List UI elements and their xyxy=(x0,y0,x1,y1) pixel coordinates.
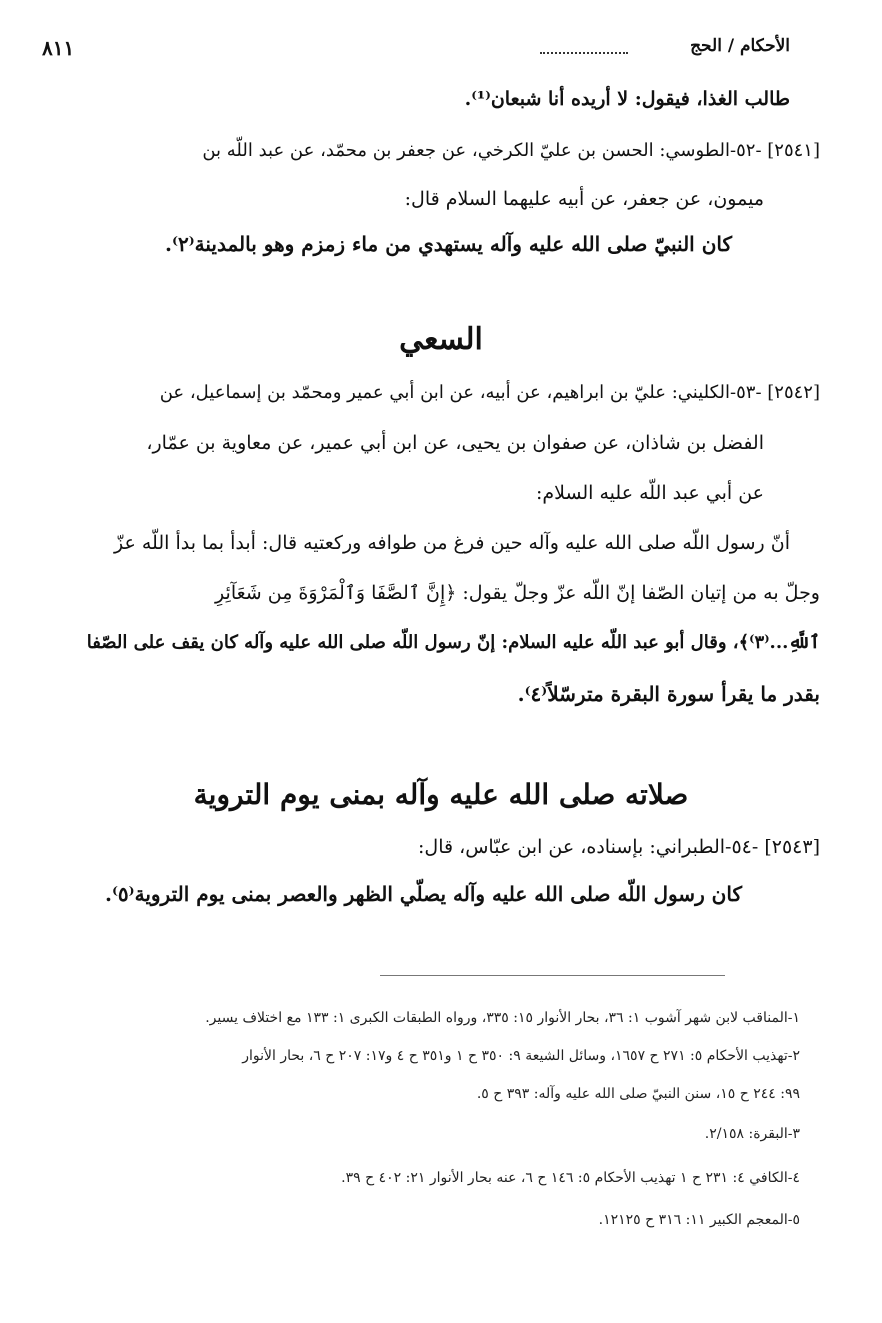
hadith-2543-line-2: كان رسول اللّه صلى الله عليه وآله يصلّي الظهر والعصر بمنى يوم التروية⁽٥⁾. xyxy=(104,882,742,906)
hadith-2541-line-3: كان النبيّ صلى الله عليه وآله يستهدي من ماء زمزم وهو بالمدينة⁽٢⁾. xyxy=(165,232,732,256)
header-dot-leader xyxy=(540,52,628,54)
hadith-2542-line-3: عن أبي عبد اللّه عليه السلام: xyxy=(535,482,764,504)
hadith-2543-line-1: [٢٥٤٣] -٥٤-الطبراني: بإسناده، عن ابن عبّاس، قال: xyxy=(417,836,820,858)
hadith-2541-line-1: [٢٥٤١] -٥٢-الطوسي: الحسن بن عليّ الكرخي، عن جعفر بن محمّد، عن عبد اللّه بن xyxy=(202,140,820,161)
hadith-2542-line-5: وجلّ به من إتيان الصّفا إنّ اللّه عزّ وجلّ يقول: ﴿إِنَّ ٱلصَّفَا وَٱلْمَرْوَةَ مِن شَعَآئِرِ xyxy=(215,582,820,604)
footnote-5: ٥-المعجم الكبير ١١: ٣١٦ ح ١٢١٢٥. xyxy=(598,1212,800,1228)
hadith-2542-line-4: أنّ رسول اللّه صلى الله عليه وآله حين فرغ من طوافه وركعتيه قال: أبدأ بما بدأ اللّه عزّ xyxy=(114,532,790,554)
page-number: ٨١١ xyxy=(42,36,75,60)
footnote-4: ٤-الكافي ٤: ٢٣١ ح ١ تهذيب الأحكام ٥: ١٤٦ ح ٦، عنه بحار الأنوار ٢١: ٤٠٢ ح ٣٩. xyxy=(341,1170,800,1186)
hadith-2542-line-1: [٢٥٤٢] -٥٣-الكليني: عليّ بن ابراهيم، عن أبيه، عن ابن أبي عمير ومحمّد بن إسماعيل، عن xyxy=(159,382,820,403)
hadith-2542-line-2: الفضل بن شاذان، عن صفوان بن يحيى، عن ابن أبي عمير، عن معاوية بن عمّار، xyxy=(146,432,764,454)
hadith-2541-line-2: ميمون، عن جعفر، عن أبيه عليهما السلام قال: xyxy=(404,188,764,210)
running-head: الأحكام / الحج xyxy=(690,36,790,56)
footnote-3: ٣-البقرة: ٢/١٥٨. xyxy=(704,1126,800,1142)
section-title-sai: السعي xyxy=(399,322,483,357)
continuation-text: طالب الغذا، فيقول: لا أريده أنا شبعان⁽¹⁾. xyxy=(464,88,790,110)
footnote-2-line-2: ٩٩: ٢٤٤ ح ١٥، سنن النبيّ صلى الله عليه وآله: ٣٩٣ ح ٥. xyxy=(476,1086,800,1102)
footnote-divider xyxy=(380,975,725,976)
section-title-mina: صلاته صلى الله عليه وآله بمنى يوم التروية xyxy=(193,778,689,811)
hadith-2542-line-7: بقدر ما يقرأ سورة البقرة مترسّلاً⁽٤⁾. xyxy=(517,682,820,706)
footnote-2-line-1: ٢-تهذيب الأحكام ٥: ٢٧١ ح ١٦٥٧، وسائل الشيعة ٩: ٣٥٠ ح ١ و٣٥١ ح ٤ و١٧: ٢٠٧ ح ٦، بحار الأنوار xyxy=(242,1048,800,1064)
hadith-2542-line-6: ٱللَّهِ...⁽٣⁾﴾، وقال أبو عبد اللّه عليه السلام: إنّ رسول اللّه صلى الله عليه وآله كان يقف على الصّفا xyxy=(86,632,820,653)
footnote-1: ١-المناقب لابن شهر آشوب ١: ٣٦، بحار الأنوار ١٥: ٣٣٥، ورواه الطبقات الكبرى ١: ١٣٣ مع اختلاف يسير. xyxy=(205,1010,800,1026)
